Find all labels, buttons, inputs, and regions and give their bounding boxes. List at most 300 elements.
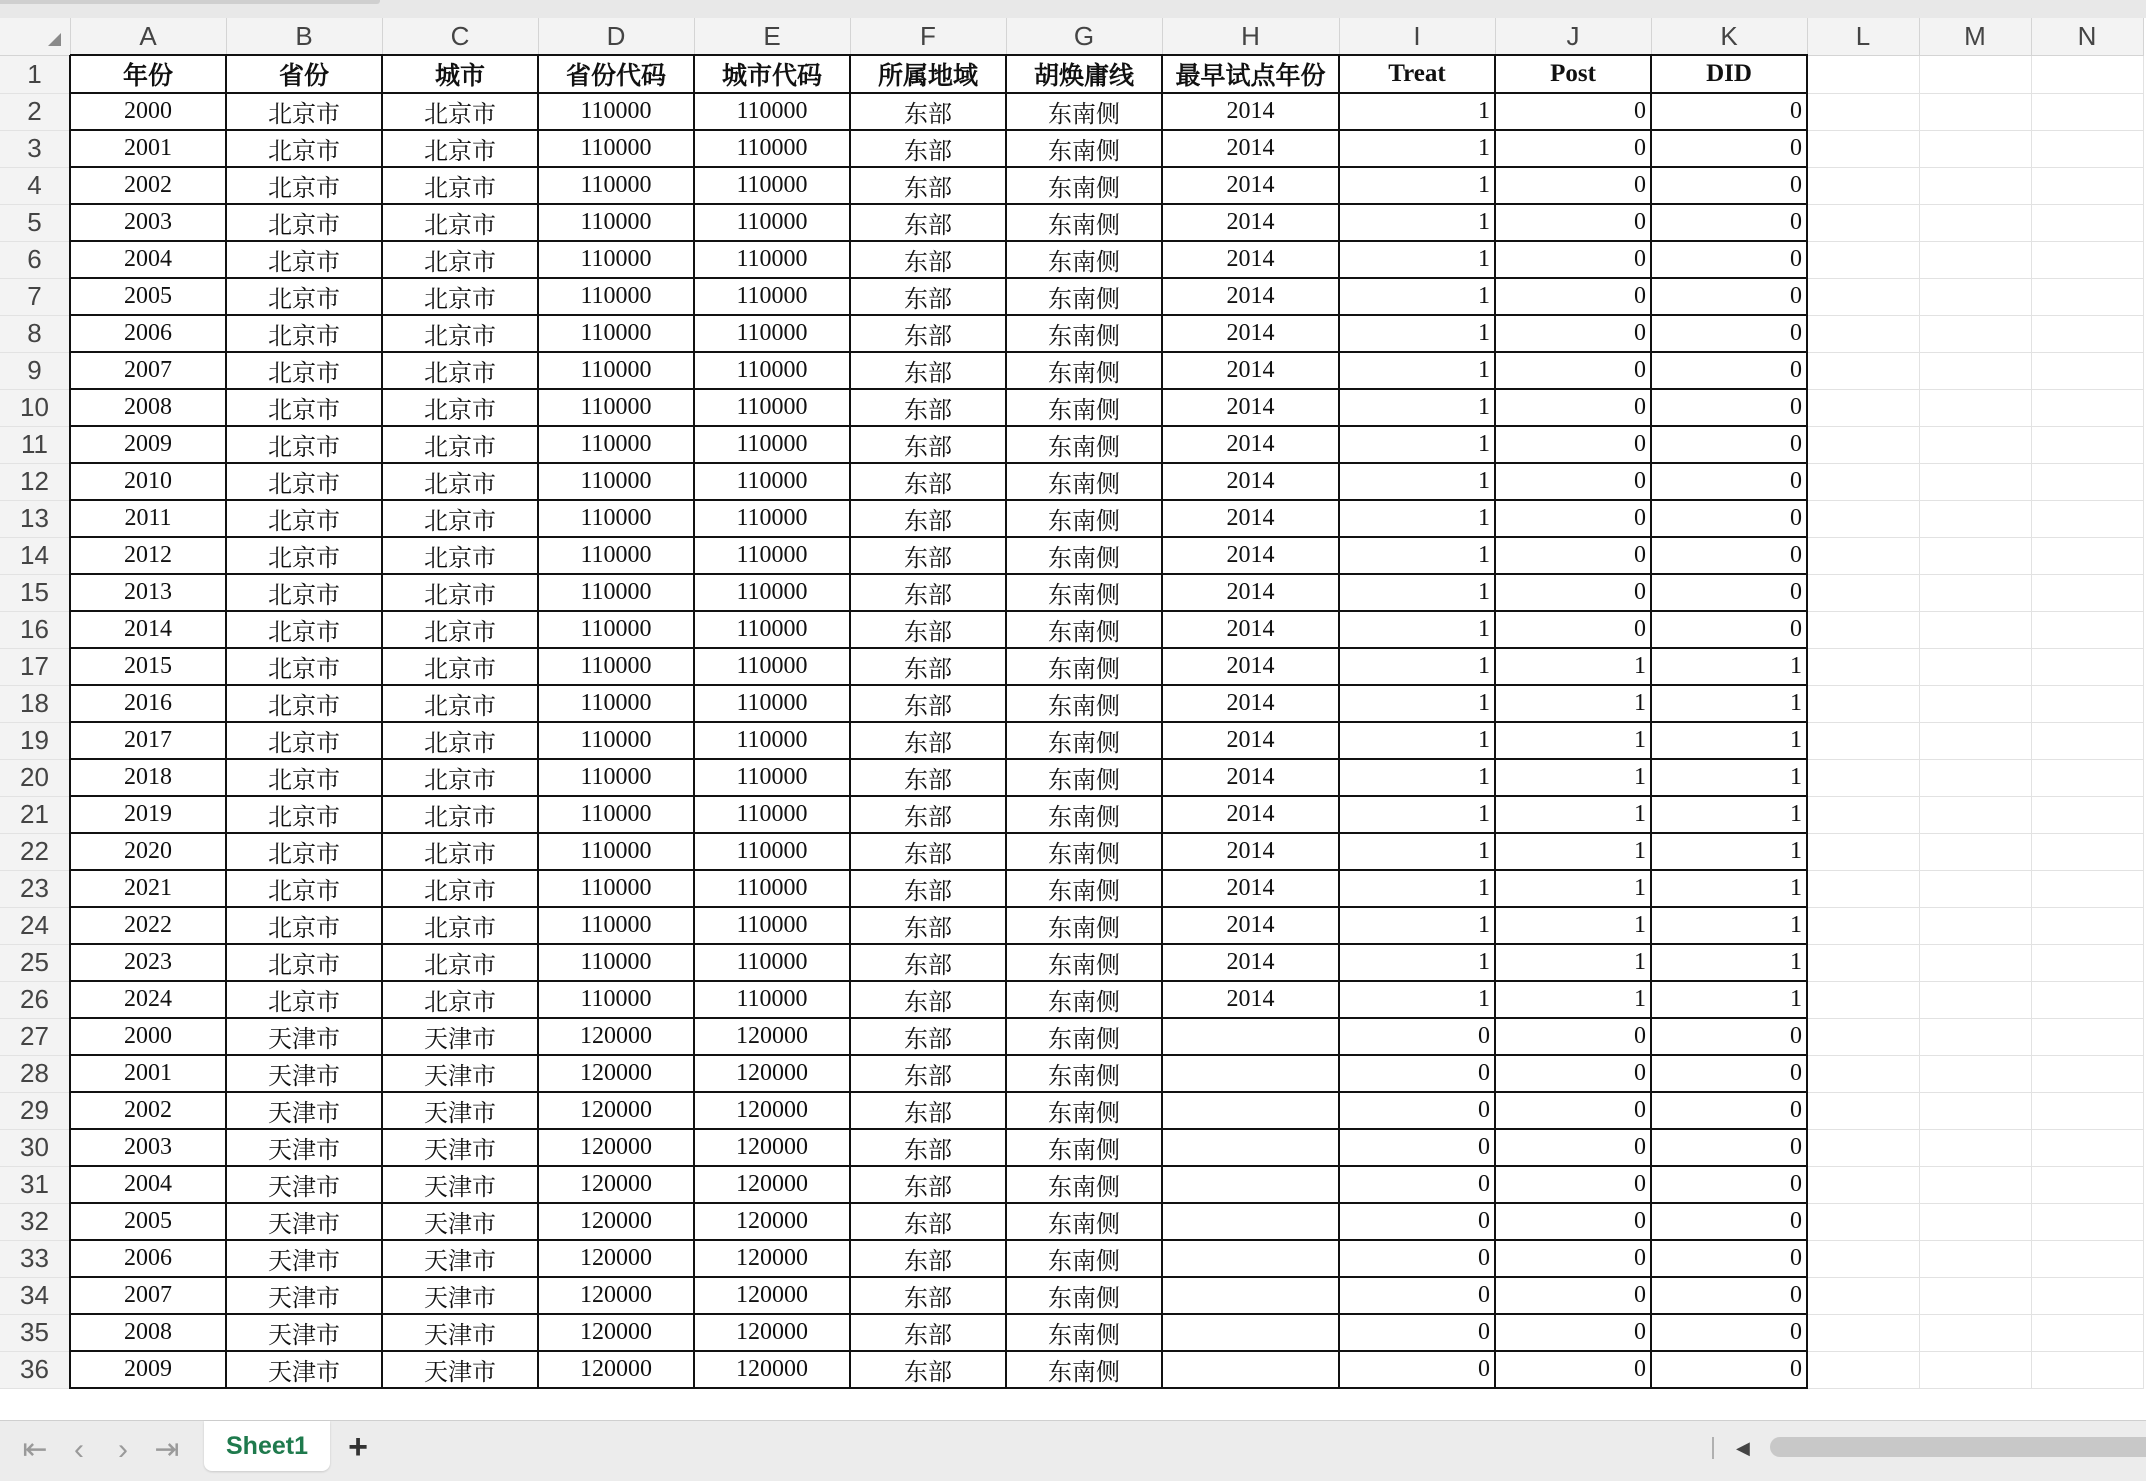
cell-a23[interactable]: 2021 — [70, 870, 226, 907]
cell-b2[interactable]: 北京市 — [226, 93, 382, 130]
cell-b31[interactable]: 天津市 — [226, 1166, 382, 1203]
cell-i2[interactable]: 1 — [1339, 93, 1495, 130]
row-header-22[interactable]: 22 — [0, 833, 70, 870]
cell-f16[interactable]: 东部 — [850, 611, 1006, 648]
cell-g2[interactable]: 东南侧 — [1006, 93, 1162, 130]
empty-cell-n15[interactable] — [2031, 574, 2143, 611]
cell-h13[interactable]: 2014 — [1162, 500, 1339, 537]
empty-cell-m33[interactable] — [1919, 1240, 2031, 1277]
empty-cell-m16[interactable] — [1919, 611, 2031, 648]
cell-j3[interactable]: 0 — [1495, 130, 1651, 167]
empty-cell-l23[interactable] — [1807, 870, 1919, 907]
cell-c28[interactable]: 天津市 — [382, 1055, 538, 1092]
empty-cell-n21[interactable] — [2031, 796, 2143, 833]
cell-c33[interactable]: 天津市 — [382, 1240, 538, 1277]
empty-cell-n4[interactable] — [2031, 167, 2143, 204]
cell-b22[interactable]: 北京市 — [226, 833, 382, 870]
row-header-31[interactable]: 31 — [0, 1166, 70, 1203]
empty-cell-l31[interactable] — [1807, 1166, 1919, 1203]
empty-cell-m36[interactable] — [1919, 1351, 2031, 1388]
cell-d15[interactable]: 110000 — [538, 574, 694, 611]
row-header-35[interactable]: 35 — [0, 1314, 70, 1351]
cell-a16[interactable]: 2014 — [70, 611, 226, 648]
cell-k28[interactable]: 0 — [1651, 1055, 1807, 1092]
cell-a4[interactable]: 2002 — [70, 167, 226, 204]
cell-h21[interactable]: 2014 — [1162, 796, 1339, 833]
cell-e32[interactable]: 120000 — [694, 1203, 850, 1240]
row-header-18[interactable]: 18 — [0, 685, 70, 722]
cell-i12[interactable]: 1 — [1339, 463, 1495, 500]
cell-g17[interactable]: 东南侧 — [1006, 648, 1162, 685]
empty-cell-m19[interactable] — [1919, 722, 2031, 759]
cell-g30[interactable]: 东南侧 — [1006, 1129, 1162, 1166]
cell-i36[interactable]: 0 — [1339, 1351, 1495, 1388]
cell-h26[interactable]: 2014 — [1162, 981, 1339, 1018]
cell-d26[interactable]: 110000 — [538, 981, 694, 1018]
cell-f29[interactable]: 东部 — [850, 1092, 1006, 1129]
cell-e29[interactable]: 120000 — [694, 1092, 850, 1129]
empty-cell-l12[interactable] — [1807, 463, 1919, 500]
cell-h12[interactable]: 2014 — [1162, 463, 1339, 500]
cell-h24[interactable]: 2014 — [1162, 907, 1339, 944]
cell-h2[interactable]: 2014 — [1162, 93, 1339, 130]
cell-g32[interactable]: 东南侧 — [1006, 1203, 1162, 1240]
empty-cell-m6[interactable] — [1919, 241, 2031, 278]
cell-i8[interactable]: 1 — [1339, 315, 1495, 352]
row-header-23[interactable]: 23 — [0, 870, 70, 907]
cell-a20[interactable]: 2018 — [70, 759, 226, 796]
empty-cell-m3[interactable] — [1919, 130, 2031, 167]
add-sheet-button[interactable]: + — [348, 1428, 368, 1466]
cell-j15[interactable]: 0 — [1495, 574, 1651, 611]
cell-f31[interactable]: 东部 — [850, 1166, 1006, 1203]
cell-i5[interactable]: 1 — [1339, 204, 1495, 241]
cell-b8[interactable]: 北京市 — [226, 315, 382, 352]
cell-j22[interactable]: 1 — [1495, 833, 1651, 870]
cell-c20[interactable]: 北京市 — [382, 759, 538, 796]
cell-g36[interactable]: 东南侧 — [1006, 1351, 1162, 1388]
row-header-14[interactable]: 14 — [0, 537, 70, 574]
empty-cell-l14[interactable] — [1807, 537, 1919, 574]
cell-f25[interactable]: 东部 — [850, 944, 1006, 981]
cell-h10[interactable]: 2014 — [1162, 389, 1339, 426]
cell-f4[interactable]: 东部 — [850, 167, 1006, 204]
cell-b33[interactable]: 天津市 — [226, 1240, 382, 1277]
empty-cell-l5[interactable] — [1807, 204, 1919, 241]
cell-c9[interactable]: 北京市 — [382, 352, 538, 389]
cell-d3[interactable]: 110000 — [538, 130, 694, 167]
cell-k22[interactable]: 1 — [1651, 833, 1807, 870]
empty-cell-n14[interactable] — [2031, 537, 2143, 574]
cell-f21[interactable]: 东部 — [850, 796, 1006, 833]
cell-b25[interactable]: 北京市 — [226, 944, 382, 981]
empty-cell-m22[interactable] — [1919, 833, 2031, 870]
cell-h30[interactable] — [1162, 1129, 1339, 1166]
cell-d14[interactable]: 110000 — [538, 537, 694, 574]
cell-c1[interactable]: 城市 — [382, 55, 538, 93]
row-header-28[interactable]: 28 — [0, 1055, 70, 1092]
cell-f28[interactable]: 东部 — [850, 1055, 1006, 1092]
cell-g10[interactable]: 东南侧 — [1006, 389, 1162, 426]
cell-a18[interactable]: 2016 — [70, 685, 226, 722]
cell-f13[interactable]: 东部 — [850, 500, 1006, 537]
row-header-17[interactable]: 17 — [0, 648, 70, 685]
cell-h9[interactable]: 2014 — [1162, 352, 1339, 389]
cell-d11[interactable]: 110000 — [538, 426, 694, 463]
cell-b17[interactable]: 北京市 — [226, 648, 382, 685]
cell-h29[interactable] — [1162, 1092, 1339, 1129]
empty-cell-m9[interactable] — [1919, 352, 2031, 389]
cell-h22[interactable]: 2014 — [1162, 833, 1339, 870]
cell-a15[interactable]: 2013 — [70, 574, 226, 611]
empty-cell-m13[interactable] — [1919, 500, 2031, 537]
empty-cell-l25[interactable] — [1807, 944, 1919, 981]
cell-g5[interactable]: 东南侧 — [1006, 204, 1162, 241]
cell-a17[interactable]: 2015 — [70, 648, 226, 685]
cell-d28[interactable]: 120000 — [538, 1055, 694, 1092]
cell-f14[interactable]: 东部 — [850, 537, 1006, 574]
empty-cell-l7[interactable] — [1807, 278, 1919, 315]
row-header-5[interactable]: 5 — [0, 204, 70, 241]
cell-j21[interactable]: 1 — [1495, 796, 1651, 833]
cell-b12[interactable]: 北京市 — [226, 463, 382, 500]
cell-i14[interactable]: 1 — [1339, 537, 1495, 574]
cell-i28[interactable]: 0 — [1339, 1055, 1495, 1092]
cell-i33[interactable]: 0 — [1339, 1240, 1495, 1277]
cell-d29[interactable]: 120000 — [538, 1092, 694, 1129]
cell-c18[interactable]: 北京市 — [382, 685, 538, 722]
cell-k10[interactable]: 0 — [1651, 389, 1807, 426]
cell-h33[interactable] — [1162, 1240, 1339, 1277]
empty-cell-n17[interactable] — [2031, 648, 2143, 685]
cell-j2[interactable]: 0 — [1495, 93, 1651, 130]
cell-j19[interactable]: 1 — [1495, 722, 1651, 759]
cell-b32[interactable]: 天津市 — [226, 1203, 382, 1240]
empty-cell-n35[interactable] — [2031, 1314, 2143, 1351]
row-header-1[interactable]: 1 — [0, 55, 70, 93]
cell-i15[interactable]: 1 — [1339, 574, 1495, 611]
cell-k32[interactable]: 0 — [1651, 1203, 1807, 1240]
cell-k33[interactable]: 0 — [1651, 1240, 1807, 1277]
cell-d4[interactable]: 110000 — [538, 167, 694, 204]
cell-a30[interactable]: 2003 — [70, 1129, 226, 1166]
cell-g31[interactable]: 东南侧 — [1006, 1166, 1162, 1203]
cell-j7[interactable]: 0 — [1495, 278, 1651, 315]
empty-cell-m10[interactable] — [1919, 389, 2031, 426]
empty-cell-m2[interactable] — [1919, 93, 2031, 130]
empty-cell-n31[interactable] — [2031, 1166, 2143, 1203]
cell-b35[interactable]: 天津市 — [226, 1314, 382, 1351]
cell-f35[interactable]: 东部 — [850, 1314, 1006, 1351]
cell-j18[interactable]: 1 — [1495, 685, 1651, 722]
empty-cell-n18[interactable] — [2031, 685, 2143, 722]
cell-c35[interactable]: 天津市 — [382, 1314, 538, 1351]
cell-i11[interactable]: 1 — [1339, 426, 1495, 463]
cell-f27[interactable]: 东部 — [850, 1018, 1006, 1055]
cell-b13[interactable]: 北京市 — [226, 500, 382, 537]
cell-k23[interactable]: 1 — [1651, 870, 1807, 907]
cell-i21[interactable]: 1 — [1339, 796, 1495, 833]
cell-e21[interactable]: 110000 — [694, 796, 850, 833]
row-header-11[interactable]: 11 — [0, 426, 70, 463]
cell-e9[interactable]: 110000 — [694, 352, 850, 389]
empty-cell-l21[interactable] — [1807, 796, 1919, 833]
cell-k20[interactable]: 1 — [1651, 759, 1807, 796]
row-header-26[interactable]: 26 — [0, 981, 70, 1018]
first-sheet-icon[interactable]: ⇤ — [22, 1433, 48, 1466]
cell-d30[interactable]: 120000 — [538, 1129, 694, 1166]
empty-cell-n13[interactable] — [2031, 500, 2143, 537]
cell-g13[interactable]: 东南侧 — [1006, 500, 1162, 537]
empty-cell-n34[interactable] — [2031, 1277, 2143, 1314]
cell-k15[interactable]: 0 — [1651, 574, 1807, 611]
cell-e4[interactable]: 110000 — [694, 167, 850, 204]
column-header-c[interactable]: C — [382, 18, 538, 55]
cell-i18[interactable]: 1 — [1339, 685, 1495, 722]
select-all-corner[interactable] — [0, 18, 70, 55]
cell-j14[interactable]: 0 — [1495, 537, 1651, 574]
row-header-33[interactable]: 33 — [0, 1240, 70, 1277]
cell-b19[interactable]: 北京市 — [226, 722, 382, 759]
cell-d9[interactable]: 110000 — [538, 352, 694, 389]
cell-i29[interactable]: 0 — [1339, 1092, 1495, 1129]
cell-a29[interactable]: 2002 — [70, 1092, 226, 1129]
cell-f5[interactable]: 东部 — [850, 204, 1006, 241]
empty-cell-n9[interactable] — [2031, 352, 2143, 389]
empty-cell-m8[interactable] — [1919, 315, 2031, 352]
empty-cell-l8[interactable] — [1807, 315, 1919, 352]
cell-f23[interactable]: 东部 — [850, 870, 1006, 907]
column-header-h[interactable]: H — [1162, 18, 1339, 55]
cell-b24[interactable]: 北京市 — [226, 907, 382, 944]
empty-cell-n27[interactable] — [2031, 1018, 2143, 1055]
column-header-a[interactable]: A — [70, 18, 226, 55]
cell-e11[interactable]: 110000 — [694, 426, 850, 463]
cell-a35[interactable]: 2008 — [70, 1314, 226, 1351]
empty-cell-l9[interactable] — [1807, 352, 1919, 389]
cell-d19[interactable]: 110000 — [538, 722, 694, 759]
cell-g35[interactable]: 东南侧 — [1006, 1314, 1162, 1351]
cell-c6[interactable]: 北京市 — [382, 241, 538, 278]
cell-j28[interactable]: 0 — [1495, 1055, 1651, 1092]
empty-cell-l27[interactable] — [1807, 1018, 1919, 1055]
cell-i35[interactable]: 0 — [1339, 1314, 1495, 1351]
cell-c11[interactable]: 北京市 — [382, 426, 538, 463]
cell-j6[interactable]: 0 — [1495, 241, 1651, 278]
cell-g21[interactable]: 东南侧 — [1006, 796, 1162, 833]
cell-c10[interactable]: 北京市 — [382, 389, 538, 426]
column-header-d[interactable]: D — [538, 18, 694, 55]
cell-a3[interactable]: 2001 — [70, 130, 226, 167]
empty-cell-n2[interactable] — [2031, 93, 2143, 130]
cell-e36[interactable]: 120000 — [694, 1351, 850, 1388]
cell-a14[interactable]: 2012 — [70, 537, 226, 574]
cell-g22[interactable]: 东南侧 — [1006, 833, 1162, 870]
cell-e25[interactable]: 110000 — [694, 944, 850, 981]
cell-e3[interactable]: 110000 — [694, 130, 850, 167]
cell-j36[interactable]: 0 — [1495, 1351, 1651, 1388]
row-header-8[interactable]: 8 — [0, 315, 70, 352]
cell-f18[interactable]: 东部 — [850, 685, 1006, 722]
cell-k27[interactable]: 0 — [1651, 1018, 1807, 1055]
empty-cell-l6[interactable] — [1807, 241, 1919, 278]
cell-j27[interactable]: 0 — [1495, 1018, 1651, 1055]
cell-d25[interactable]: 110000 — [538, 944, 694, 981]
empty-cell-n10[interactable] — [2031, 389, 2143, 426]
cell-d6[interactable]: 110000 — [538, 241, 694, 278]
cell-h6[interactable]: 2014 — [1162, 241, 1339, 278]
empty-cell-l20[interactable] — [1807, 759, 1919, 796]
cell-h34[interactable] — [1162, 1277, 1339, 1314]
cell-j24[interactable]: 1 — [1495, 907, 1651, 944]
cell-e20[interactable]: 110000 — [694, 759, 850, 796]
cell-k6[interactable]: 0 — [1651, 241, 1807, 278]
scroll-left-icon[interactable]: ◀ — [1736, 1438, 1750, 1458]
cell-d5[interactable]: 110000 — [538, 204, 694, 241]
cell-e17[interactable]: 110000 — [694, 648, 850, 685]
empty-cell-m35[interactable] — [1919, 1314, 2031, 1351]
cell-d2[interactable]: 110000 — [538, 93, 694, 130]
cell-j31[interactable]: 0 — [1495, 1166, 1651, 1203]
cell-i6[interactable]: 1 — [1339, 241, 1495, 278]
cell-i27[interactable]: 0 — [1339, 1018, 1495, 1055]
cell-g11[interactable]: 东南侧 — [1006, 426, 1162, 463]
cell-c19[interactable]: 北京市 — [382, 722, 538, 759]
empty-cell-m21[interactable] — [1919, 796, 2031, 833]
cell-i31[interactable]: 0 — [1339, 1166, 1495, 1203]
cell-a5[interactable]: 2003 — [70, 204, 226, 241]
empty-cell-n19[interactable] — [2031, 722, 2143, 759]
empty-cell-m18[interactable] — [1919, 685, 2031, 722]
cell-g18[interactable]: 东南侧 — [1006, 685, 1162, 722]
cell-c13[interactable]: 北京市 — [382, 500, 538, 537]
cell-h19[interactable]: 2014 — [1162, 722, 1339, 759]
empty-cell-l19[interactable] — [1807, 722, 1919, 759]
cell-k25[interactable]: 1 — [1651, 944, 1807, 981]
empty-cell-m4[interactable] — [1919, 167, 2031, 204]
cell-d27[interactable]: 120000 — [538, 1018, 694, 1055]
cell-b10[interactable]: 北京市 — [226, 389, 382, 426]
cell-e18[interactable]: 110000 — [694, 685, 850, 722]
column-header-k[interactable]: K — [1651, 18, 1807, 55]
cell-f10[interactable]: 东部 — [850, 389, 1006, 426]
cell-h23[interactable]: 2014 — [1162, 870, 1339, 907]
cell-b18[interactable]: 北京市 — [226, 685, 382, 722]
empty-cell-n22[interactable] — [2031, 833, 2143, 870]
empty-cell-n28[interactable] — [2031, 1055, 2143, 1092]
row-header-21[interactable]: 21 — [0, 796, 70, 833]
empty-cell-l36[interactable] — [1807, 1351, 1919, 1388]
column-header-l[interactable]: L — [1807, 18, 1919, 55]
cell-c26[interactable]: 北京市 — [382, 981, 538, 1018]
row-header-15[interactable]: 15 — [0, 574, 70, 611]
empty-cell-m34[interactable] — [1919, 1277, 2031, 1314]
cell-f26[interactable]: 东部 — [850, 981, 1006, 1018]
cell-i10[interactable]: 1 — [1339, 389, 1495, 426]
row-header-29[interactable]: 29 — [0, 1092, 70, 1129]
cell-d7[interactable]: 110000 — [538, 278, 694, 315]
cell-a1[interactable]: 年份 — [70, 55, 226, 93]
cell-b7[interactable]: 北京市 — [226, 278, 382, 315]
cell-i7[interactable]: 1 — [1339, 278, 1495, 315]
cell-f34[interactable]: 东部 — [850, 1277, 1006, 1314]
empty-cell-m30[interactable] — [1919, 1129, 2031, 1166]
cell-g12[interactable]: 东南侧 — [1006, 463, 1162, 500]
cell-e15[interactable]: 110000 — [694, 574, 850, 611]
cell-c17[interactable]: 北京市 — [382, 648, 538, 685]
row-header-19[interactable]: 19 — [0, 722, 70, 759]
cell-j12[interactable]: 0 — [1495, 463, 1651, 500]
cell-k2[interactable]: 0 — [1651, 93, 1807, 130]
cell-c21[interactable]: 北京市 — [382, 796, 538, 833]
empty-cell-n1[interactable] — [2031, 55, 2143, 93]
empty-cell-n7[interactable] — [2031, 278, 2143, 315]
cell-g9[interactable]: 东南侧 — [1006, 352, 1162, 389]
cell-g15[interactable]: 东南侧 — [1006, 574, 1162, 611]
cell-i30[interactable]: 0 — [1339, 1129, 1495, 1166]
cell-k31[interactable]: 0 — [1651, 1166, 1807, 1203]
empty-cell-l17[interactable] — [1807, 648, 1919, 685]
cell-b15[interactable]: 北京市 — [226, 574, 382, 611]
cell-a36[interactable]: 2009 — [70, 1351, 226, 1388]
cell-f2[interactable]: 东部 — [850, 93, 1006, 130]
cell-k19[interactable]: 1 — [1651, 722, 1807, 759]
cell-f1[interactable]: 所属地域 — [850, 55, 1006, 93]
empty-cell-m1[interactable] — [1919, 55, 2031, 93]
cell-a12[interactable]: 2010 — [70, 463, 226, 500]
empty-cell-l3[interactable] — [1807, 130, 1919, 167]
cell-i26[interactable]: 1 — [1339, 981, 1495, 1018]
empty-cell-l28[interactable] — [1807, 1055, 1919, 1092]
empty-cell-m17[interactable] — [1919, 648, 2031, 685]
cell-e1[interactable]: 城市代码 — [694, 55, 850, 93]
cell-k7[interactable]: 0 — [1651, 278, 1807, 315]
cell-f17[interactable]: 东部 — [850, 648, 1006, 685]
cell-c25[interactable]: 北京市 — [382, 944, 538, 981]
empty-cell-n32[interactable] — [2031, 1203, 2143, 1240]
cell-d22[interactable]: 110000 — [538, 833, 694, 870]
cell-b1[interactable]: 省份 — [226, 55, 382, 93]
column-header-f[interactable]: F — [850, 18, 1006, 55]
cell-d24[interactable]: 110000 — [538, 907, 694, 944]
cell-e28[interactable]: 120000 — [694, 1055, 850, 1092]
cell-d20[interactable]: 110000 — [538, 759, 694, 796]
empty-cell-n25[interactable] — [2031, 944, 2143, 981]
cell-j13[interactable]: 0 — [1495, 500, 1651, 537]
cell-j30[interactable]: 0 — [1495, 1129, 1651, 1166]
cell-d13[interactable]: 110000 — [538, 500, 694, 537]
cell-b23[interactable]: 北京市 — [226, 870, 382, 907]
empty-cell-l30[interactable] — [1807, 1129, 1919, 1166]
empty-cell-m15[interactable] — [1919, 574, 2031, 611]
cell-f6[interactable]: 东部 — [850, 241, 1006, 278]
cell-k3[interactable]: 0 — [1651, 130, 1807, 167]
sheet-tab-sheet1[interactable]: Sheet1 — [204, 1421, 330, 1471]
empty-cell-n24[interactable] — [2031, 907, 2143, 944]
row-header-2[interactable]: 2 — [0, 93, 70, 130]
cell-d34[interactable]: 120000 — [538, 1277, 694, 1314]
empty-cell-l34[interactable] — [1807, 1277, 1919, 1314]
empty-cell-m24[interactable] — [1919, 907, 2031, 944]
cell-b4[interactable]: 北京市 — [226, 167, 382, 204]
cell-k5[interactable]: 0 — [1651, 204, 1807, 241]
cell-i23[interactable]: 1 — [1339, 870, 1495, 907]
cell-a2[interactable]: 2000 — [70, 93, 226, 130]
empty-cell-m26[interactable] — [1919, 981, 2031, 1018]
empty-cell-l2[interactable] — [1807, 93, 1919, 130]
cell-f12[interactable]: 东部 — [850, 463, 1006, 500]
cell-c8[interactable]: 北京市 — [382, 315, 538, 352]
